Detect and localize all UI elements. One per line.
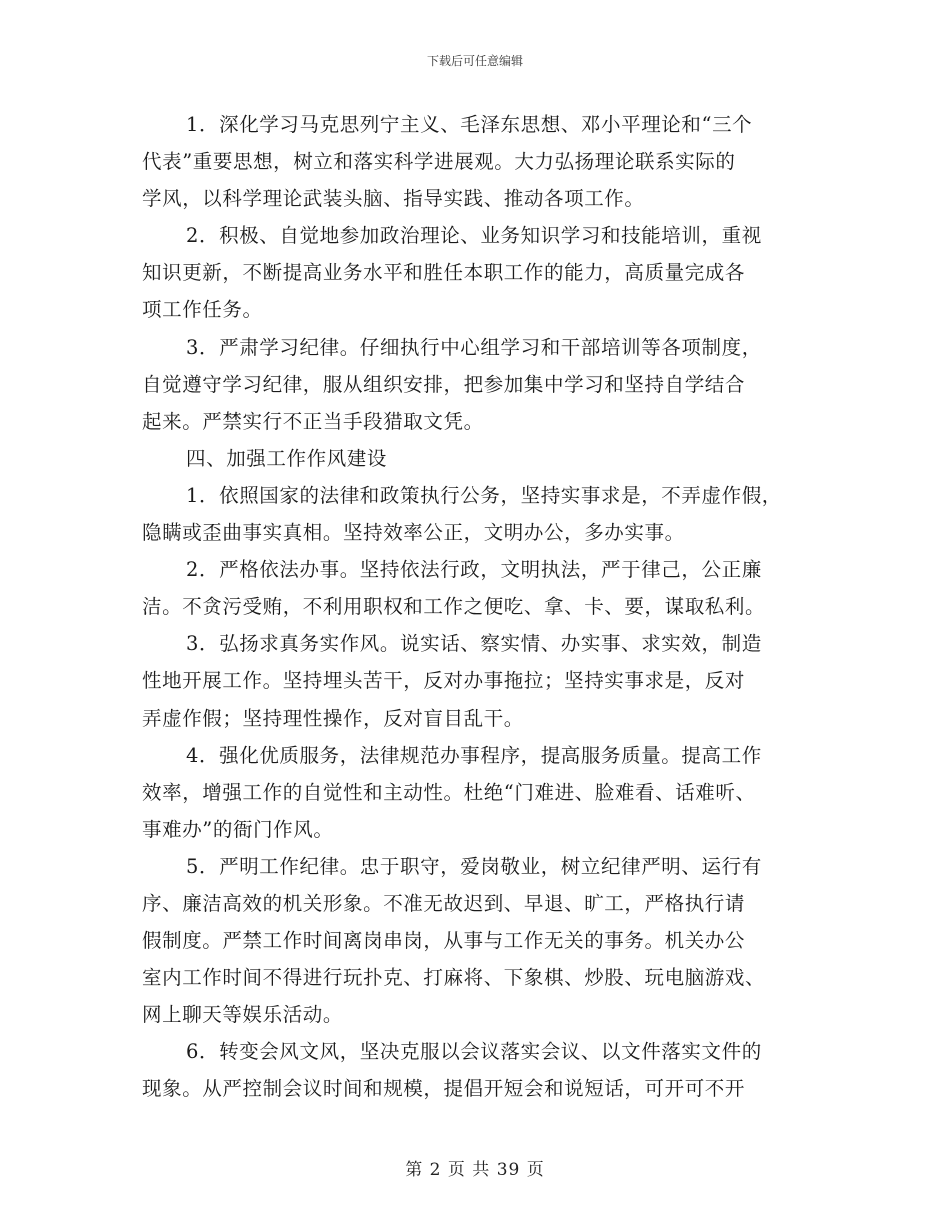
paragraph-line: 弄虚作假；坚持理性操作，反对盲目乱干。 bbox=[142, 706, 524, 730]
paragraph-line: 效率，增强工作的自觉性和主动性。杜绝“门难进、脸难看、话难听、 bbox=[142, 780, 756, 804]
page-number-footer: 第 2 页 共 39 页 bbox=[405, 1160, 545, 1180]
paragraph-line: 项工作任务。 bbox=[142, 298, 263, 322]
paragraph-line: 室内工作时间不得进行玩扑克、打麻将、下象棋、炒股、玩电脑游戏、 bbox=[142, 966, 766, 990]
document-body bbox=[142, 106, 814, 1108]
header-note: 下载后可任意编辑 bbox=[426, 54, 523, 68]
paragraph-line: 1．依照国家的法律和政策执行公务，坚持实事求是，不弄虚作假， bbox=[186, 483, 782, 507]
paragraph-line: 序、廉洁高效的机关形象。不准无故迟到、早退、旷工，严格执行请 bbox=[142, 891, 746, 915]
paragraph-line: 自觉遵守学习纪律，服从组织安排，把参加集中学习和坚持自学结合 bbox=[142, 372, 746, 396]
paragraph-line: 学风，以科学理论武装头脑、指导实践、推动各项工作。 bbox=[142, 187, 645, 211]
paragraph-line: 事难办”的衙门作风。 bbox=[142, 817, 334, 841]
paragraph-line: 起来。严禁实行不正当手段猎取文凭。 bbox=[142, 409, 484, 433]
paragraph-line: 2．严格依法办事。坚持依法行政，文明执法，严于律己，公正廉 bbox=[186, 558, 762, 582]
paragraph-line: 网上聊天等娱乐活动。 bbox=[142, 1003, 344, 1027]
paragraph-line: 2．积极、自觉地参加政治理论、业务知识学习和技能培训，重视 bbox=[186, 224, 762, 248]
paragraph-line: 洁。不贪污受贿，不利用职权和工作之便吃、拿、卡、要，谋取私利。 bbox=[142, 595, 766, 619]
paragraph-line: 隐瞒或歪曲事实真相。坚持效率公正，文明办公，多办实事。 bbox=[142, 521, 685, 545]
paragraph-line: 现象。从严控制会议时间和规模，提倡开短会和说短话，可开可不开 bbox=[142, 1077, 746, 1101]
paragraph-line: 知识更新，不断提高业务水平和胜任本职工作的能力，高质量完成各 bbox=[142, 261, 746, 285]
paragraph-line: 3．严肃学习纪律。仔细执行中心组学习和干部培训等各项制度， bbox=[186, 335, 762, 359]
paragraph-line: 1．深化学习马克思列宁主义、毛泽东思想、邓小平理论和“三个 bbox=[186, 113, 753, 136]
paragraph-line: 代表”重要思想，树立和落实科学进展观。大力弘扬理论联系实际的 bbox=[142, 150, 736, 174]
paragraph-line: 6．转变会风文风，坚决克服以会议落实会议、以文件落实文件的 bbox=[186, 1040, 762, 1064]
paragraph-line: 4．强化优质服务，法律规范办事程序，提高服务质量。提高工作 bbox=[186, 743, 762, 767]
paragraph-line: 假制度。严禁工作时间离岗串岗，从事与工作无关的事务。机关办公 bbox=[142, 929, 746, 953]
paragraph-line: 3．弘扬求真务实作风。说实话、察实情、办实事、求实效，制造 bbox=[186, 632, 762, 656]
paragraph-line: 5．严明工作纪律。忠于职守，爱岗敬业，树立纪律严明、运行有 bbox=[186, 854, 762, 878]
section-heading: 四、加强工作作风建设 bbox=[186, 446, 388, 470]
paragraph-line: 性地开展工作。坚持埋头苦干，反对办事拖拉；坚持实事求是，反对 bbox=[142, 669, 746, 693]
